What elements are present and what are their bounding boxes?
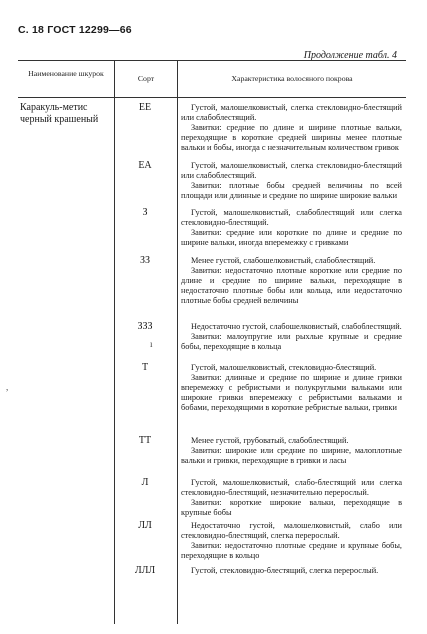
curl-description: Завитки: длинные и средние по ширине и длине гривки вперемежку с ребристыми и полукруглыми вальками или широкие гривки вперемежку с ребристыми вальками и бобами, переходящими в короткие ребристые вальки, гривки (181, 372, 402, 412)
grade-cell: З (142, 207, 148, 218)
hair-description: Менее густой, слабошелковистый, слабоблестящий. (191, 256, 376, 265)
curl-description: Завитки: недостаточно плотные средние и крупные бобы, переходящие в кольцо (181, 540, 402, 560)
curl-description: Завитки: короткие широкие вальки, переходящие в крупные бобы (181, 497, 402, 517)
column-divider-2 (177, 60, 178, 624)
product-name: Каракуль-метис черный крашеный (20, 102, 99, 125)
description-cell (181, 161, 402, 201)
column-divider-1 (114, 60, 115, 624)
description-cell (181, 256, 402, 306)
table-header-rule (18, 97, 406, 98)
grade-cell: ЗЗ (139, 255, 151, 266)
curl-description: Завитки: малоупругие или рыхлые крупные и средние бобы, переходящие в кольца (181, 331, 402, 351)
hair-description: Недостаточно густой, малошелковистый, слабо или стекловидно-блестящий, слегка перерослый. (181, 521, 402, 540)
page-header: С. 18 ГОСТ 12299—66 (18, 24, 132, 36)
table-top-rule (18, 60, 406, 61)
grade-cell: ЗЗЗ (137, 321, 153, 332)
description-cell (181, 521, 402, 561)
description-cell (181, 478, 402, 518)
grade-cell: Т (141, 362, 149, 373)
hair-description: Недостаточно густой, слабошелковистый, слабоблестящий. (191, 322, 402, 331)
description-cell (181, 566, 402, 576)
hair-description: Менее густой, грубоватый, слабоблестящий. (191, 436, 349, 445)
description-cell (181, 103, 402, 153)
curl-description: Завитки: средние или короткие по длине и средние по ширине вальки, иногда вперемежку с гривками (181, 227, 402, 247)
column-header-grade: Сорт (137, 74, 155, 83)
hair-description: Густой, малошелковистый, стекловидно-блестящий. (191, 363, 377, 372)
hair-description: Густой, малошелковистый, слабоблестящий или слегка стекловидно-блестящий. (181, 208, 402, 227)
grade-cell: Л (141, 477, 149, 488)
column-header-description: Характеристика волосяного покрова (231, 74, 353, 83)
margin-tick-mark: ı (150, 339, 153, 349)
description-cell (181, 436, 402, 466)
hair-description: Густой, малошелковистый, слабо-блестящий или слегка стекловидно-блестящий, незначительно перерослый. (181, 478, 402, 497)
hair-description: Густой, малошелковистый, слегка стекловидно-блестящий или слабоблестящий. (181, 103, 402, 122)
hair-description: Густой, малошелковистый, слегка стекловидно-блестящий или слабоблестящий. (181, 161, 402, 180)
description-cell (181, 363, 402, 413)
grade-cell: ЛЛ (138, 520, 152, 531)
curl-description: Завитки: плотные бобы средней величины по всей площади или длинные и средние по ширине широкие вальки (181, 180, 402, 200)
column-header-name: Наименование шкурок (28, 69, 104, 78)
curl-description: Завитки: средние по длине и ширине плотные вальки, переходящие в короткие средней ширины менее плотные вальки и бобы, иногда с незначительным количеством гривок (181, 122, 402, 152)
margin-stray-mark: , (6, 382, 9, 392)
description-cell (181, 208, 402, 248)
grade-cell: ТТ (138, 435, 152, 446)
curl-description: Завитки: широкие или средние по ширине, малоплотные вальки и гривки, переходящие в гривки и ласы (181, 445, 402, 465)
curl-description: Завитки: недостаточно плотные короткие или средние по длине и средние по ширине вальки, переходящие в недостаточно плотные бобы или кольца, или недостаточно плотные бобы средней величины (181, 265, 402, 305)
grade-cell: ЕА (138, 160, 152, 171)
description-cell (181, 322, 402, 352)
table-continuation-label: Продолжение табл. 4 (303, 50, 397, 61)
grade-cell: ЕЕ (138, 102, 152, 113)
grade-cell: ЛЛЛ (134, 565, 156, 576)
hair-description: Густой, стекловидно-блестящий, слегка перерослый. (191, 566, 379, 575)
